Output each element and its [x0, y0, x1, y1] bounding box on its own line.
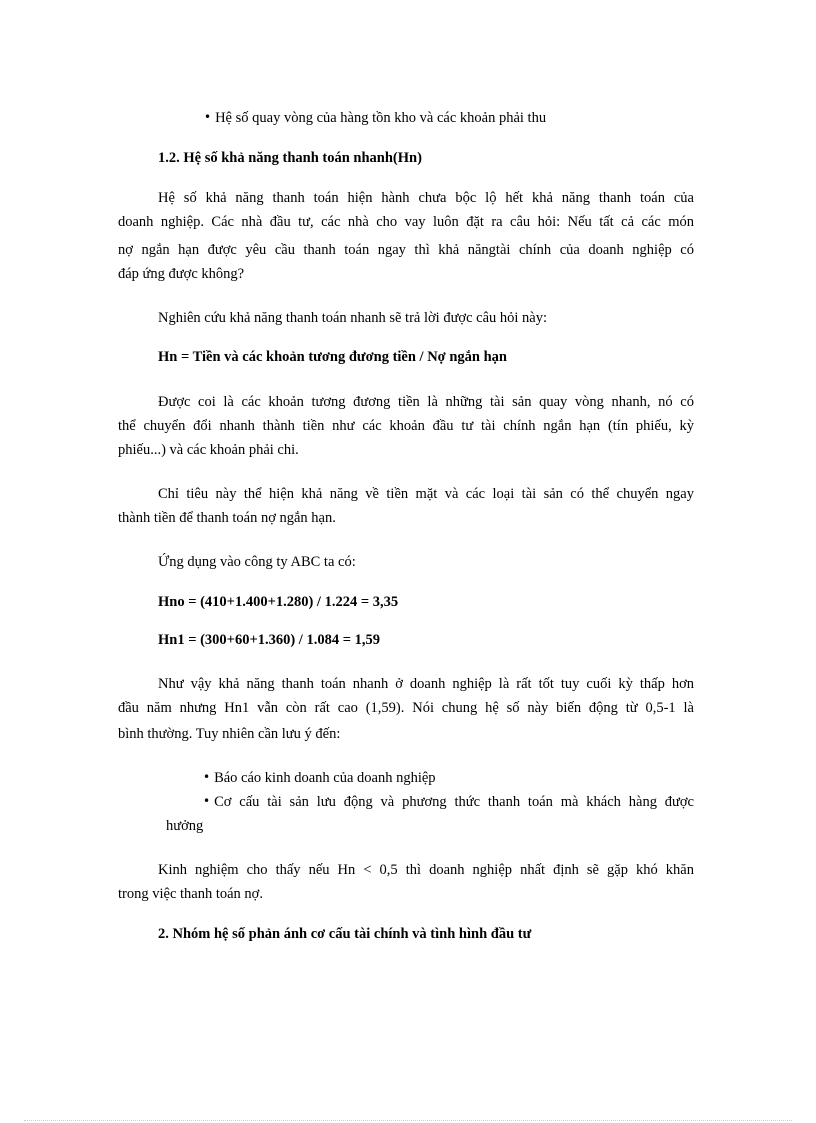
paragraph-line: thành tiền để thanh toán nợ ngắn hạn. [118, 510, 336, 526]
paragraph-line: Chỉ tiêu này thể hiện khả năng về tiền mặt và các loại tài sản có thể chuyển ngay [158, 486, 694, 502]
paragraph-line: doanh nghiệp. Các nhà đầu tư, các nhà cho vay luôn đặt ra câu hỏi: Nếu tất cả các món [118, 214, 694, 230]
paragraph-line: Như vậy khả năng thanh toán nhanh ở doanh nghiệp là rất tốt tuy cuối kỳ thấp hơn [158, 676, 694, 692]
section-heading-1-2: 1.2. Hệ số khả năng thanh toán nhanh(Hn) [158, 150, 422, 166]
paragraph-line: thể chuyển đổi nhanh thành tiền như các khoản đầu tư tài chính ngắn hạn (tín phiếu, kỳ [118, 418, 694, 434]
bullet-item-inventory-turnover: • Hệ số quay vòng của hàng tồn kho và các khoản phải thu [204, 109, 546, 127]
calc-hn1: Hn1 = (300+60+1.360) / 1.084 = 1,59 [158, 632, 380, 648]
paragraph-application: Ứng dụng vào công ty ABC ta có: [158, 554, 356, 570]
paragraph-line: trong việc thanh toán nợ. [118, 886, 263, 902]
paragraph-line: phiếu...) và các khoản phải chi. [118, 442, 299, 458]
paragraph-line: Hệ số khả năng thanh toán hiện hành chưa bộc lộ hết khả năng thanh toán của [158, 190, 694, 206]
formula-hn: Hn = Tiền và các khoản tương đương tiền / Nợ ngắn hạn [158, 349, 507, 365]
bullet-item-business-report: • Báo cáo kinh doanh của doanh nghiệp [203, 769, 436, 787]
bullet-item-continuation: hưởng [166, 818, 204, 834]
bullet-item-asset-structure: • Cơ cấu tài sản lưu động và phương thức thanh toán mà khách hàng được [203, 793, 694, 811]
section-heading-2: 2. Nhóm hệ số phản ánh cơ cấu tài chính và tình hình đầu tư [158, 926, 532, 942]
paragraph-research: Nghiên cứu khả năng thanh toán nhanh sẽ trả lời được câu hỏi này: [158, 310, 548, 326]
paragraph-line: đầu năm nhưng Hn1 vẫn còn rất cao (1,59). Nói chung hệ số này biến động từ 0,5-1 là [118, 700, 694, 716]
paragraph-line: đáp ứng được không? [118, 266, 245, 282]
paragraph-line: nợ ngắn hạn được yêu cầu thanh toán ngay thì khả năngtài chính của doanh nghiệp có [118, 242, 694, 258]
paragraph-line: Kinh nghiệm cho thấy nếu Hn < 0,5 thì doanh nghiệp nhất định sẽ gặp khó khăn [158, 862, 694, 878]
calc-hno: Hno = (410+1.400+1.280) / 1.224 = 3,35 [158, 594, 399, 610]
page-bottom-border [24, 1120, 792, 1121]
paragraph-line: bình thường. Tuy nhiên cần lưu ý đến: [118, 726, 341, 742]
paragraph-line: Được coi là các khoản tương đương tiền là những tài sản quay vòng nhanh, nó có [158, 394, 694, 410]
